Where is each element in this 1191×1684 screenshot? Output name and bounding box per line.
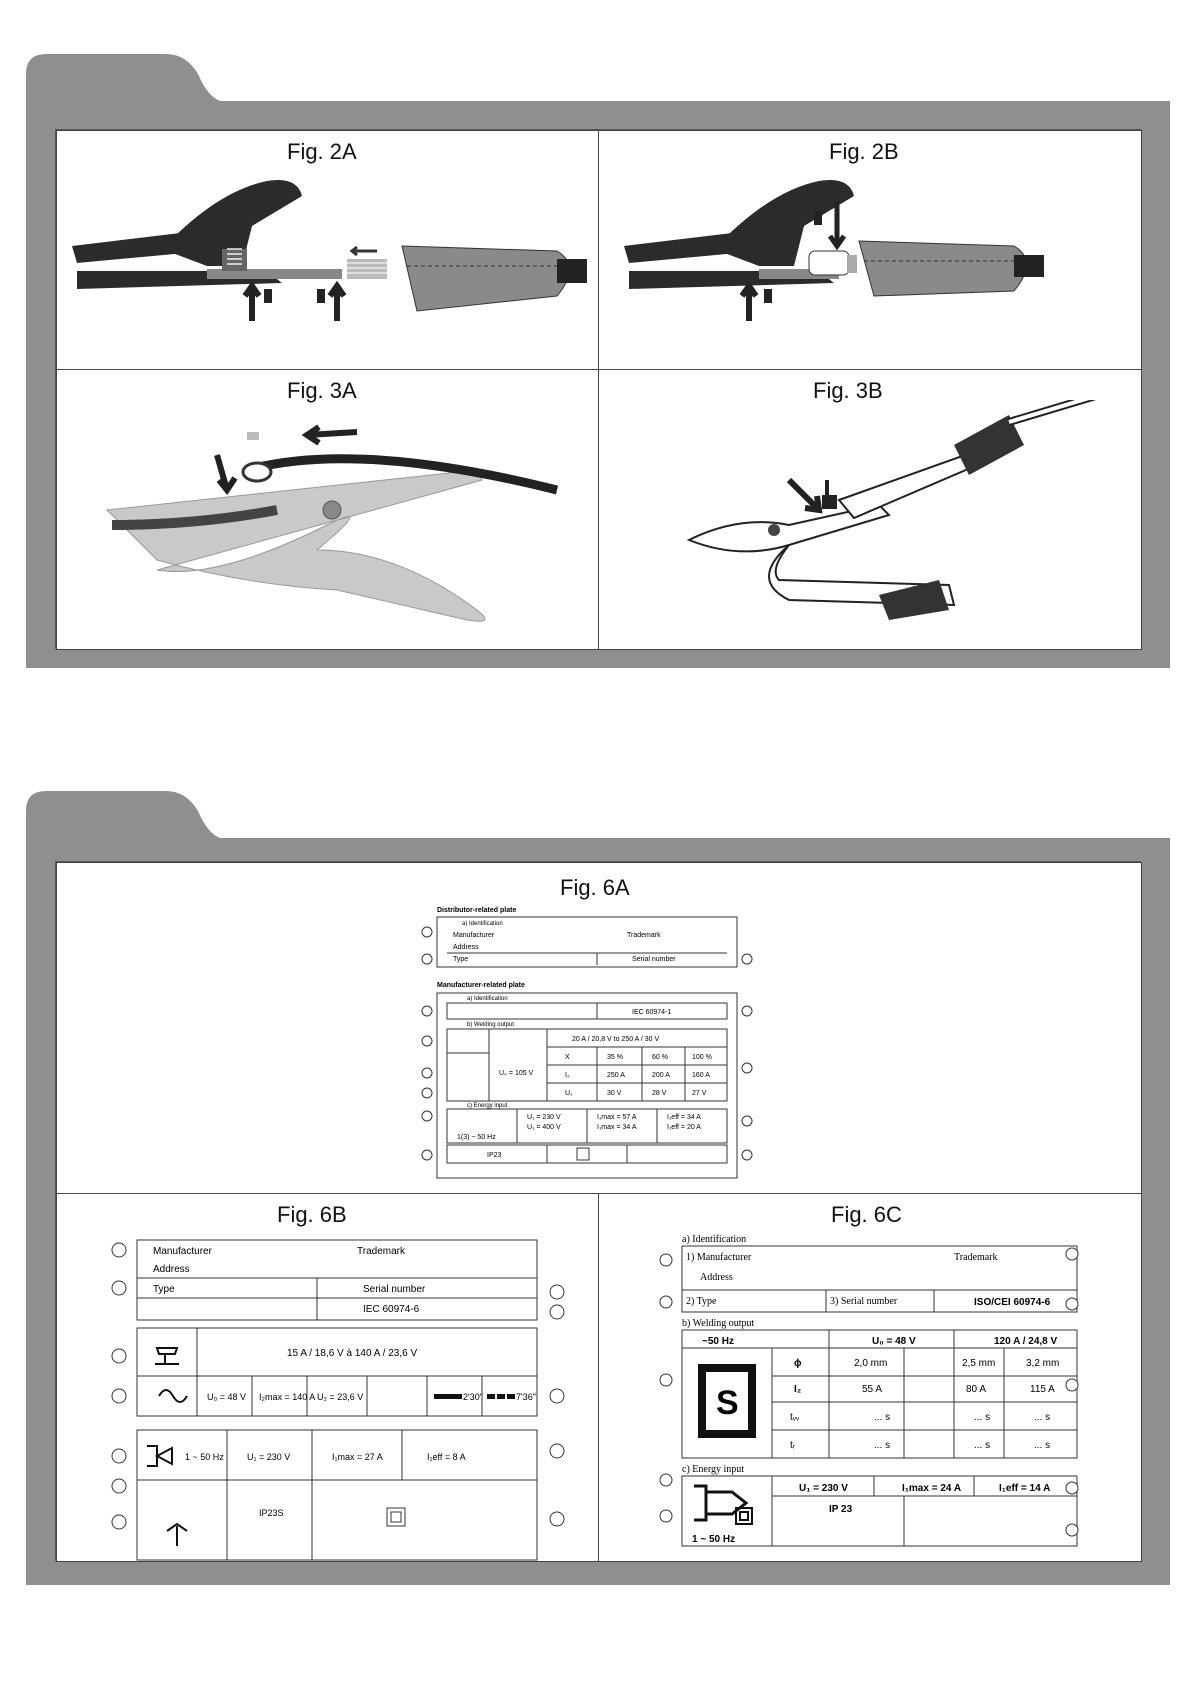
supply-voltage: U₁ = 230 V (799, 1483, 848, 1494)
protection-class: IP 23 (829, 1504, 853, 1515)
fig2a-panel (56, 130, 599, 370)
fig6a-panel (56, 862, 1142, 1194)
time-2b: ... s (974, 1440, 991, 1451)
fig2a-caption: Fig. 2A (287, 139, 357, 164)
manufacturer-label: Manufacturer (453, 932, 495, 939)
no-load-voltage: U₀ = 105 V (499, 1070, 534, 1077)
fig3a-caption: Fig. 3A (287, 378, 357, 403)
supply-voltage-b: U₁ = 400 V (527, 1124, 561, 1131)
max-supply-current: I₁max = 24 A (902, 1483, 962, 1494)
fig3b-panel (598, 369, 1142, 650)
supply-voltage: U₁ = 230 V (247, 1452, 291, 1462)
serial-number-label: Serial number (632, 956, 676, 963)
time-1c: ... s (1034, 1412, 1051, 1423)
fig3a-panel (56, 369, 599, 650)
fig6b-panel (56, 1193, 599, 1562)
diameter-2: 2,5 mm (962, 1358, 996, 1369)
current-1: 250 A (607, 1072, 625, 1079)
fig6c-caption: Fig. 6C (831, 1202, 902, 1227)
no-load-voltage: U₀ = 48 V (207, 1392, 247, 1402)
frequency-label: 1(3) ~ 50 Hz (457, 1134, 496, 1141)
current-symbol: I₂ (794, 1384, 802, 1395)
fig6a-rating-plate (417, 903, 817, 1193)
welding-range: 15 A / 18,6 V à 140 A / 23,6 V (287, 1348, 418, 1359)
manufacturer-label: Manufacturer (153, 1246, 212, 1257)
type-label: Type (453, 956, 469, 963)
time-2a: ... s (874, 1440, 891, 1451)
fig6c-rating-plate (654, 1230, 1084, 1560)
distributor-plate-title: Distributor-related plate (437, 907, 517, 914)
time-1a: ... s (874, 1412, 891, 1423)
voltage-2: 28 V (652, 1090, 667, 1097)
welding-output-label: b) Welding output (682, 1318, 755, 1329)
manufacturer-label: 1) Manufacturer (686, 1252, 752, 1263)
standard-label: ISO/CEI 60974-6 (974, 1297, 1051, 1308)
time-2c: ... s (1034, 1440, 1051, 1451)
fig6b-caption: Fig. 6B (277, 1202, 347, 1227)
serial-number-label: 3) Serial number (830, 1296, 898, 1307)
standard-label: IEC 60974-6 (363, 1304, 420, 1315)
eff-current-b: I₁eff = 20 A (667, 1124, 701, 1131)
welding-range: 20 A / 20,8 V to 250 A / 30 V (572, 1036, 660, 1043)
duty-cycle-2: 60 % (652, 1054, 668, 1061)
supply-voltage-a: U₁ = 230 V (527, 1114, 561, 1121)
eff-supply-current: I₁eff = 14 A (999, 1483, 1051, 1494)
time-value-1: 2'30" (463, 1392, 483, 1402)
fig2b-caption: Fig. 2B (829, 139, 899, 164)
duty-cycle-symbol: X (565, 1054, 570, 1061)
frequency-label: 1 ~ 50 Hz (692, 1534, 736, 1545)
welding-output-label: b) Welding output (467, 1022, 514, 1028)
fig6b-rating-plate (67, 1236, 592, 1561)
rest-time-symbol: tᵣ (790, 1440, 796, 1451)
address-label: Address (153, 1264, 190, 1275)
frequency-label: 1 ~ 50 Hz (185, 1452, 224, 1462)
fig6c-panel (598, 1193, 1142, 1562)
trademark-label: Trademark (627, 932, 661, 939)
welding-range: 120 A / 24,8 V (994, 1336, 1058, 1347)
voltage-3: 27 V (692, 1090, 707, 1097)
welding-voltage: U₂ = 23,6 V (317, 1392, 364, 1402)
current-symbol: I₂ (565, 1072, 570, 1079)
duty-cycle-1: 35 % (607, 1054, 623, 1061)
eff-current-a: I₁eff = 34 A (667, 1114, 701, 1121)
diameter-3: 3,2 mm (1026, 1358, 1060, 1369)
max-current-b: I₁max = 34 A (597, 1124, 637, 1131)
address-label: Address (700, 1272, 733, 1283)
type-label: 2) Type (686, 1296, 717, 1307)
no-load-voltage: U₀ = 48 V (872, 1336, 916, 1347)
energy-input-label: c) Energy input (682, 1464, 745, 1475)
standard-label: IEC 60974-1 (632, 1009, 672, 1016)
type-label: Type (153, 1284, 175, 1295)
current-1: 55 A (862, 1384, 883, 1395)
current-3: 160 A (692, 1072, 710, 1079)
time-value-2: 7'36" (516, 1392, 536, 1402)
fig2b-panel (598, 130, 1142, 370)
output-frequency: ~50 Hz (702, 1336, 734, 1347)
fig6a-caption: Fig. 6A (560, 875, 630, 900)
welding-clamp-illustration (619, 171, 1129, 370)
identification-label: a) Identification (462, 921, 503, 927)
max-welding-current: I₂max = 140 A (259, 1392, 316, 1402)
section1-tab (26, 54, 226, 102)
voltage-1: 30 V (607, 1090, 622, 1097)
section2-frame (55, 861, 1141, 1561)
electrode-holder-illustration (679, 400, 1119, 640)
section2-tab (26, 791, 226, 839)
earth-clamp-illustration (97, 410, 567, 650)
voltage-symbol: U₂ (565, 1090, 573, 1097)
welding-time-symbol: tᵥᵥ (790, 1412, 800, 1423)
trademark-label: Trademark (357, 1246, 405, 1257)
trademark-label: Trademark (954, 1252, 998, 1263)
eff-supply-current: I₁eff = 8 A (427, 1452, 466, 1462)
s-mark-symbol: S (716, 1384, 739, 1422)
identification-label: a) Identification (467, 996, 508, 1002)
energy-input-label: c) Energy input (467, 1103, 508, 1109)
protection-class: IP23S (259, 1508, 284, 1518)
time-1b: ... s (974, 1412, 991, 1423)
max-supply-current: I₁max = 27 A (332, 1452, 383, 1462)
current-2: 80 A (966, 1384, 987, 1395)
current-3: 115 A (1030, 1384, 1055, 1395)
section1-frame (55, 129, 1141, 649)
diameter-symbol: ϕ (794, 1358, 802, 1369)
identification-label: a) Identification (682, 1234, 747, 1245)
manufacturer-plate-title: Manufacturer-related plate (437, 982, 525, 989)
diameter-1: 2,0 mm (854, 1358, 888, 1369)
current-2: 200 A (652, 1072, 670, 1079)
protection-class: IP23 (487, 1152, 502, 1159)
duty-cycle-3: 100 % (692, 1054, 712, 1061)
fig3b-caption: Fig. 3B (813, 378, 883, 403)
welding-clamp-illustration (67, 171, 587, 370)
serial-number-label: Serial number (363, 1284, 426, 1295)
max-current-a: I₁max = 57 A (597, 1114, 637, 1121)
address-label: Address (453, 944, 479, 951)
